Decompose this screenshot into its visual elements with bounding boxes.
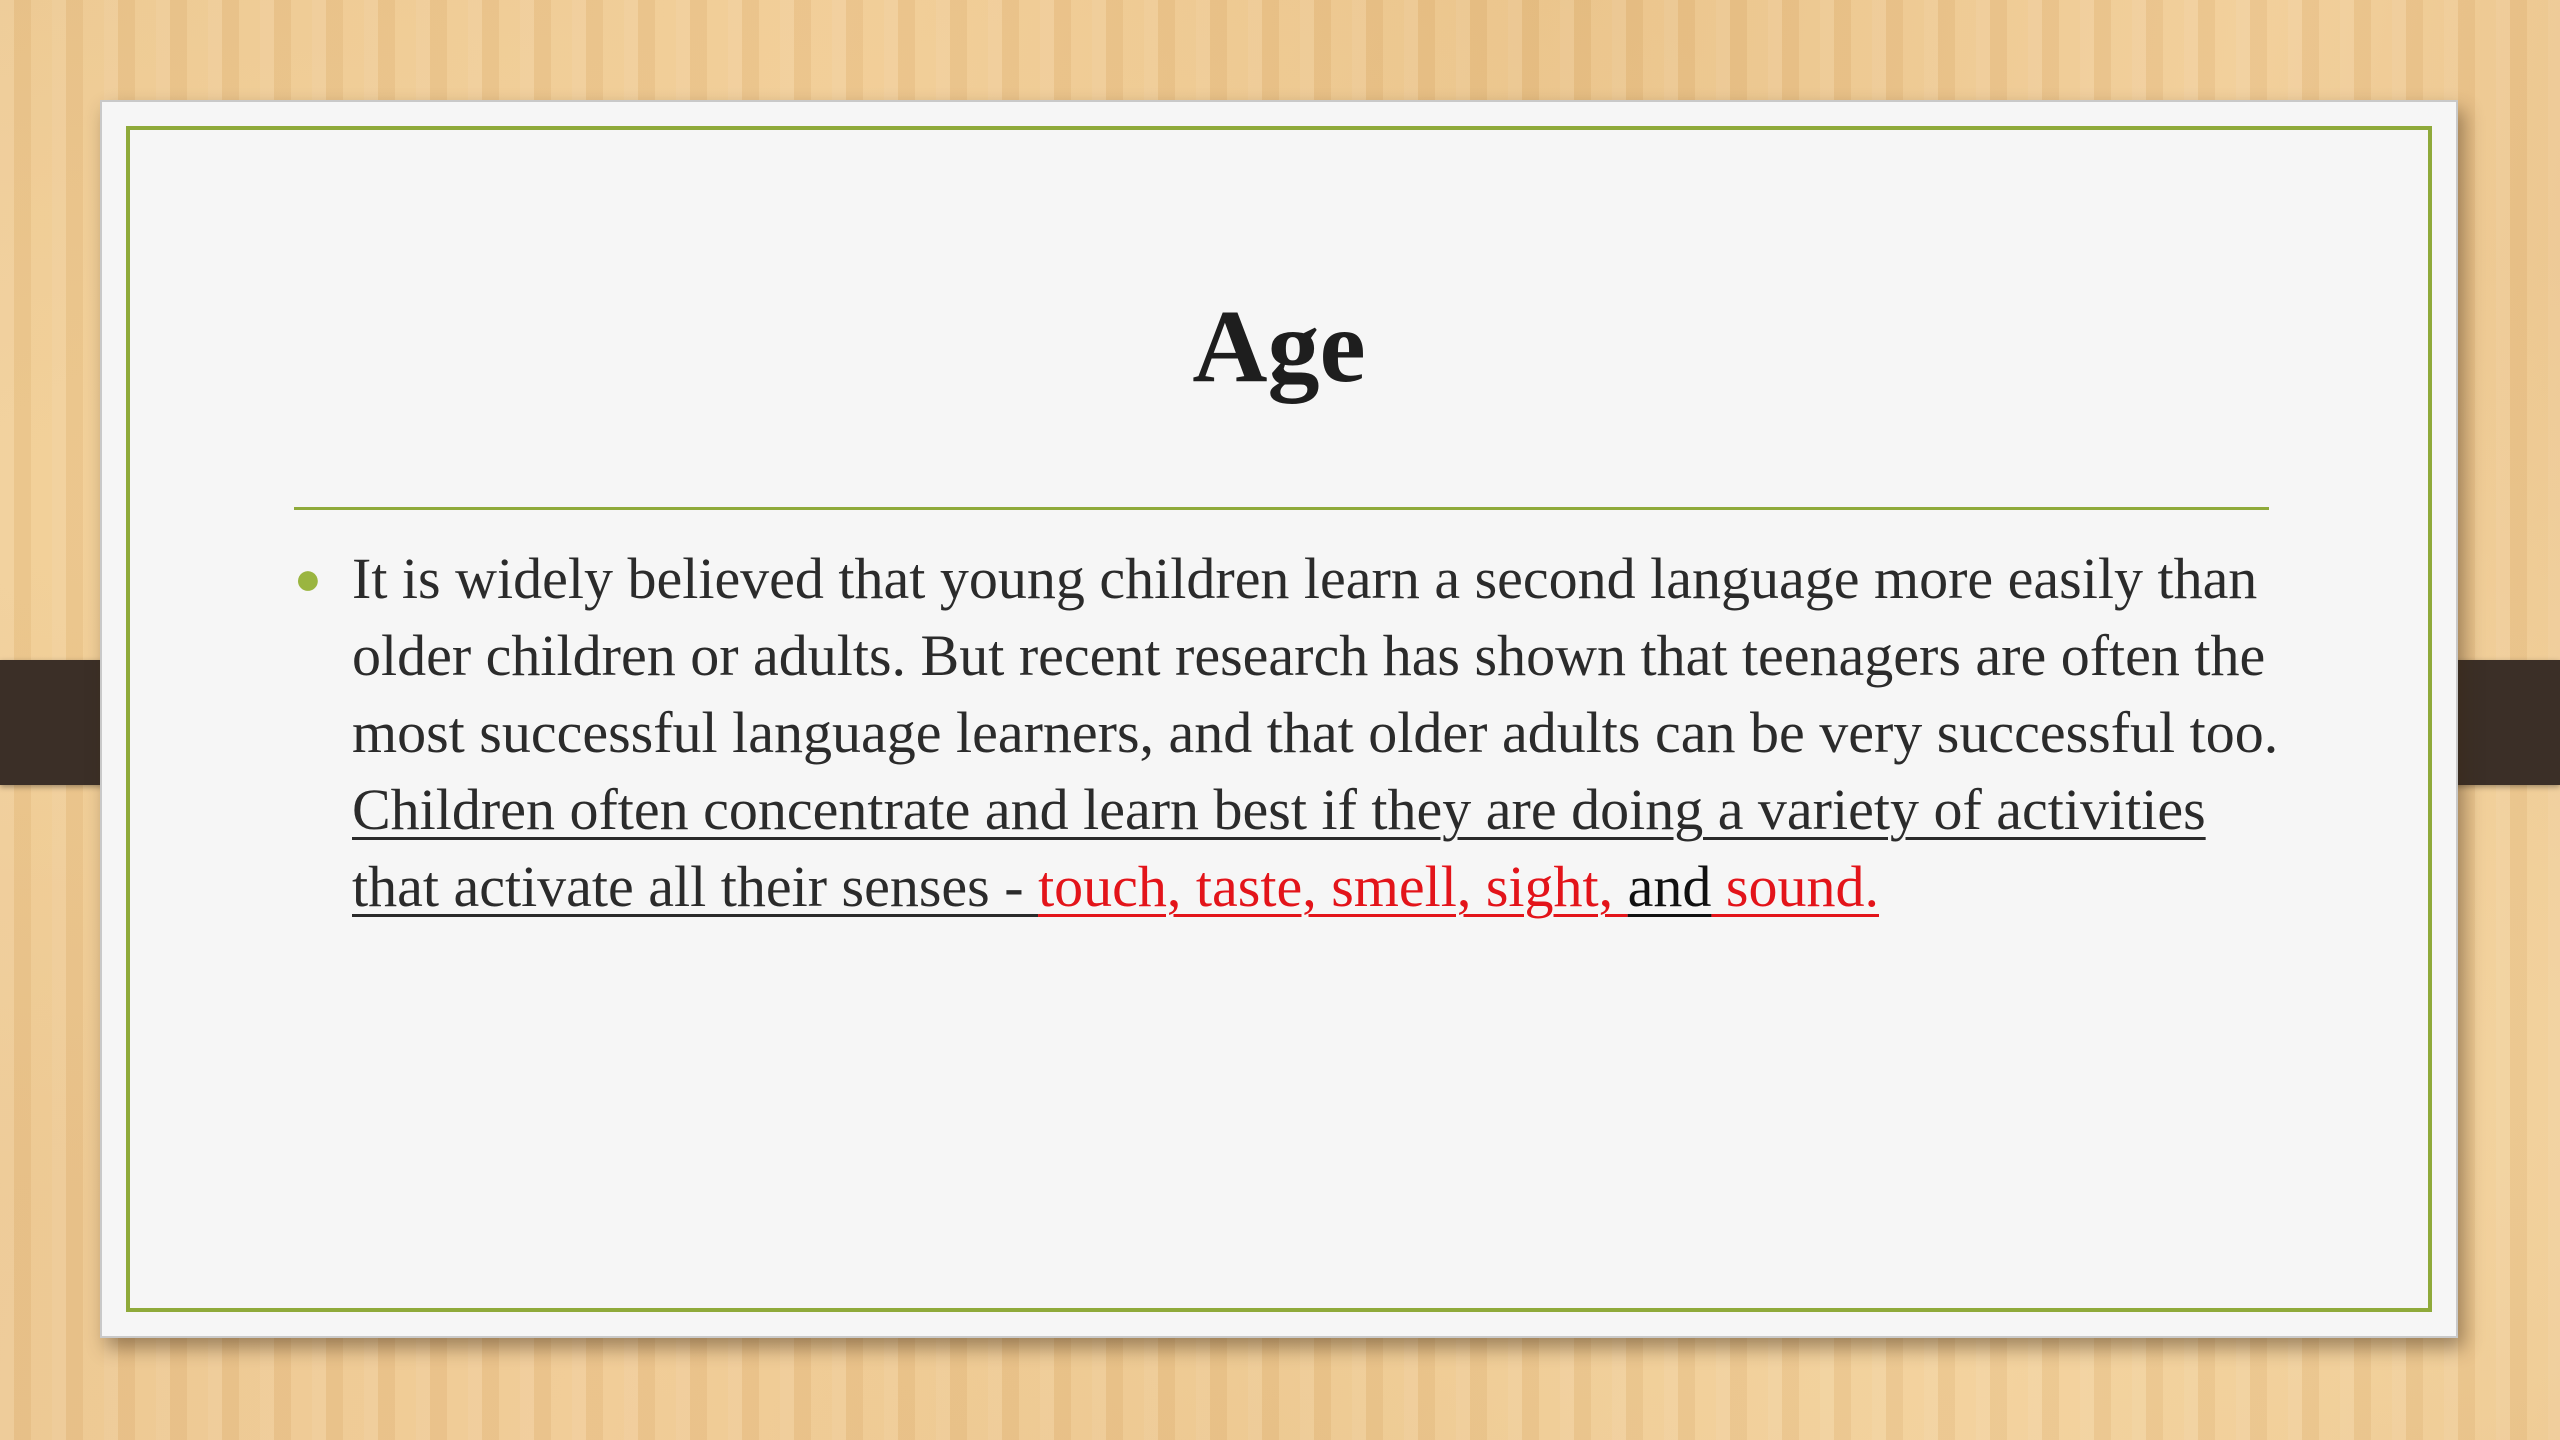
slide xyxy=(100,100,2458,1338)
senses-list-red: touch, taste, smell, sight, xyxy=(1038,854,1628,919)
body-underlined-text: Children often concentrate and learn best if they are doing a variety of activities that activate all their senses - xyxy=(352,777,2206,919)
sound-word-red: sound. xyxy=(1711,854,1879,919)
title-divider xyxy=(294,507,2269,510)
bullet-icon: ● xyxy=(294,553,322,604)
slide-title: Age xyxy=(1192,289,1366,404)
body-plain-text: It is widely believed that young children learn a second language more easily than older children or adults. But recent research has shown that teenagers are often the most successful language learners, and that older adults can be very successful too. xyxy=(352,546,2279,765)
slide-body-text xyxy=(294,540,2302,925)
and-word: and xyxy=(1627,854,1712,919)
